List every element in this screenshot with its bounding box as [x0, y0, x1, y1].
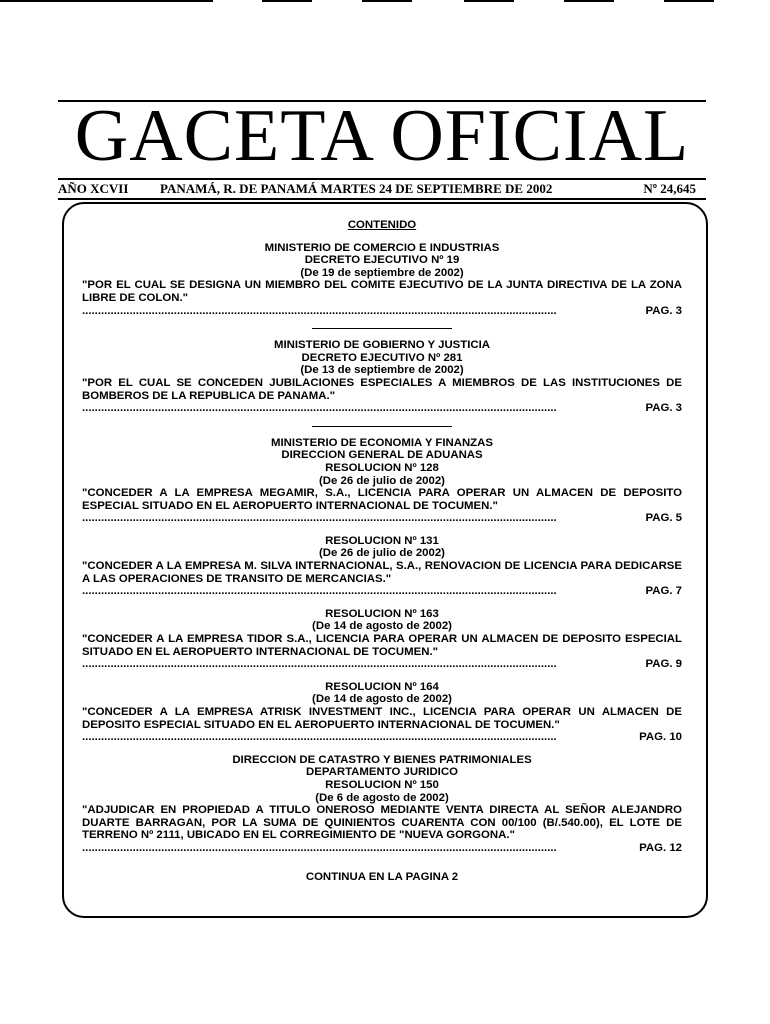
section-gap [82, 744, 682, 754]
entry-description: "POR EL CUAL SE DESIGNA UN MIEMBRO DEL COMITE EJECUTIVO DE LA JUNTA DIRECTIVA DE LA ZONA LIBRE DE COLON." [82, 279, 682, 304]
entry-date: (De 14 de agosto de 2002) [312, 693, 452, 706]
entry-date: (De 26 de julio de 2002) [319, 474, 445, 487]
entry-page: PAG. 9 [645, 658, 682, 671]
entry-description: "CONCEDER A LA EMPRESA MEGAMIR, S.A., LICENCIA PARA OPERAR UN ALMACEN DE DEPOSITO ESPECIAL SITUADO EN EL AEROPUERTO INTERNACIONAL DE TOCUMEN." [82, 487, 682, 512]
contents-entry [82, 754, 682, 855]
newspaper-title: GACETA OFICIAL [74, 95, 690, 177]
entry-date: (De 19 de septiembre de 2002) [300, 266, 464, 279]
leader-dots: ...................................................................................................................................................... [82, 731, 557, 744]
entry-resolution: RESOLUCION Nº 131 [325, 534, 439, 547]
entry-page-ref [82, 305, 682, 318]
entry-date: (De 13 de septiembre de 2002) [300, 364, 464, 377]
entry-description: "CONCEDER A LA EMPRESA TIDOR S.A., LICENCIA PARA OPERAR UN ALMACEN DE DEPOSITO ESPECIAL SITUADO EN EL AEROPUERTO INTERNACIONAL DE TOCUMEN." [82, 633, 682, 658]
contents-entry [82, 242, 682, 318]
entry-ministry: MINISTERIO DE GOBIERNO Y JUSTICIA [273, 339, 491, 352]
leader-dots: ...................................................................................................................................................... [82, 658, 557, 671]
issue-number: Nº 24,645 [643, 181, 696, 196]
entry-department: DEPARTAMENTO JURIDICO [306, 766, 458, 779]
entry-decree: DECRETO EJECUTIVO Nº 19 [304, 254, 460, 267]
entry-page-ref [82, 731, 682, 744]
continues-note: CONTINUA EN LA PAGINA 2 [305, 870, 459, 883]
top-rule-6 [664, 0, 714, 2]
entry-description: "POR EL CUAL SE CONCEDEN JUBILACIONES ESPECIALES A MIEMBROS DE LAS INSTITUCIONES DE BOMBEROS DE LA REPUBLICA DE PANAMA." [82, 376, 682, 402]
issue-year: AÑO XCVII [58, 181, 129, 196]
top-rule-5 [564, 0, 614, 2]
entry-date: (De 6 de agosto de 2002) [315, 791, 449, 804]
leader-dots: ...................................................................................................................................................... [82, 304, 557, 317]
table-of-contents [82, 219, 682, 883]
leader-dots: ...................................................................................................................................................... [82, 841, 557, 854]
entry-description: "ADJUDICAR EN PROPIEDAD A TITULO ONEROSO MEDIANTE VENTA DIRECTA AL SEÑOR ALEJANDRO DUARTE BARRAGAN, POR LA SUMA DE QUINIENTOS CUARENTA CON 00/100 (B/.540.00), EL LOTE DE TERRENO Nº 2111, UBICADO EN EL CORREGIMIENTO DE "NUEVA GORGONA." [82, 804, 682, 842]
entry-ministry: MINISTERIO DE ECONOMIA Y FINANZAS [271, 436, 493, 449]
section-divider [312, 328, 452, 329]
contents-entry [82, 437, 682, 525]
leader-dots: ...................................................................................................................................................... [82, 402, 557, 415]
entry-resolution: RESOLUCION Nº 128 [325, 461, 439, 474]
entry-page-ref [82, 842, 682, 855]
entry-page: PAG. 3 [645, 304, 682, 317]
entry-page-ref [82, 585, 682, 598]
entry-date: (De 14 de agosto de 2002) [312, 620, 452, 633]
entry-page-ref [82, 512, 682, 525]
entry-ministry: MINISTERIO DE COMERCIO E INDUSTRIAS [264, 241, 500, 254]
entry-page: PAG. 10 [639, 731, 682, 744]
entry-date: (De 26 de julio de 2002) [319, 547, 445, 560]
entry-description: "CONCEDER A LA EMPRESA M. SILVA INTERNACIONAL, S.A., RENOVACION DE LICENCIA PARA DEDICARSE A LAS OPERACIONES DE TRANSITO DE MERCANCIAS." [82, 560, 682, 585]
entry-page-ref [82, 402, 682, 415]
masthead-rule [58, 198, 706, 200]
entry-resolution: RESOLUCION Nº 164 [325, 680, 439, 693]
entry-page: PAG. 12 [639, 841, 682, 854]
section-divider [312, 426, 452, 427]
section-gap [82, 671, 682, 681]
issue-line [58, 180, 706, 198]
top-rule-2 [262, 0, 312, 2]
entry-page-ref [82, 658, 682, 671]
entry-page: PAG. 7 [645, 585, 682, 598]
entry-page: PAG. 3 [645, 402, 682, 415]
section-gap [82, 598, 682, 608]
top-rule-4 [464, 0, 514, 2]
section-gap [82, 525, 682, 535]
contents-entry [82, 608, 682, 671]
contents-entry [82, 535, 682, 598]
entry-directorate: DIRECCION DE CATASTRO Y BIENES PATRIMONIALES [232, 753, 532, 766]
entry-page: PAG. 5 [645, 512, 682, 525]
issue-date: PANAMÁ, R. DE PANAMÁ MARTES 24 DE SEPTIEMBRE DE 2002 [160, 181, 553, 196]
top-rule-3 [362, 0, 412, 2]
entry-decree: DECRETO EJECUTIVO Nº 281 [301, 351, 463, 364]
entry-directorate: DIRECCION GENERAL DE ADUANAS [281, 449, 483, 462]
contents-entry [82, 681, 682, 744]
entry-resolution: RESOLUCION Nº 150 [325, 778, 439, 791]
contents-entry [82, 339, 682, 415]
leader-dots: ...................................................................................................................................................... [82, 512, 557, 525]
entry-description: "CONCEDER A LA EMPRESA ATRISK INVESTMENT INC., LICENCIA PARA OPERAR UN ALMACEN DE DEPOSITO ESPECIAL SITUADO EN EL AEROPUERTO INTERNACIONAL DE TOCUMEN." [82, 706, 682, 731]
entry-resolution: RESOLUCION Nº 163 [325, 607, 439, 620]
leader-dots: ...................................................................................................................................................... [82, 585, 557, 598]
top-rule-1 [0, 0, 213, 2]
contents-title: CONTENIDO [347, 219, 417, 231]
